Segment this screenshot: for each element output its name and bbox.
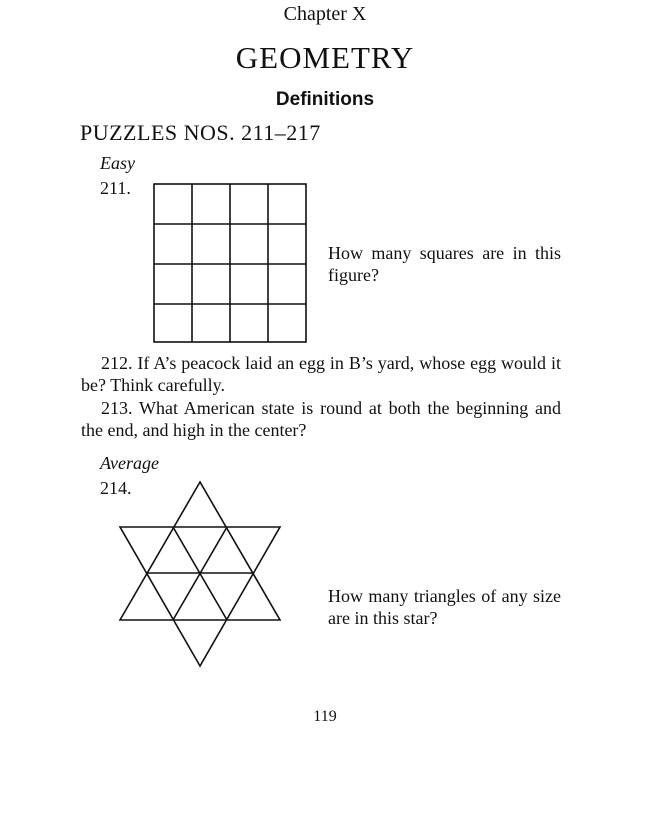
puzzle-212-text: 212. If A’s peacock laid an egg in B’s yard, whose egg would it be? Think carefully. — [81, 353, 561, 395]
chapter-label: Chapter X — [283, 3, 367, 25]
puzzle-214-number: 214. — [100, 478, 132, 498]
puzzle-213-text: 213. What American state is round at both the beginning and the end, and high in the center? — [81, 398, 561, 440]
puzzle-211-number: 211. — [100, 178, 131, 198]
difficulty-easy-label: Easy — [100, 153, 135, 173]
page-title: GEOMETRY — [235, 40, 415, 75]
difficulty-average-label: Average — [100, 453, 159, 473]
grid-figure — [154, 184, 307, 343]
puzzles-heading: PUZZLES NOS. 211–217 — [80, 120, 321, 145]
puzzle-214-question: How many triangles of any size are in this star? — [328, 586, 561, 628]
page-number: 119 — [313, 708, 337, 725]
section-subtitle: Definitions — [275, 89, 375, 110]
star-figure — [117, 480, 283, 667]
puzzle-211-question: How many squares are in this figure? — [328, 243, 561, 285]
